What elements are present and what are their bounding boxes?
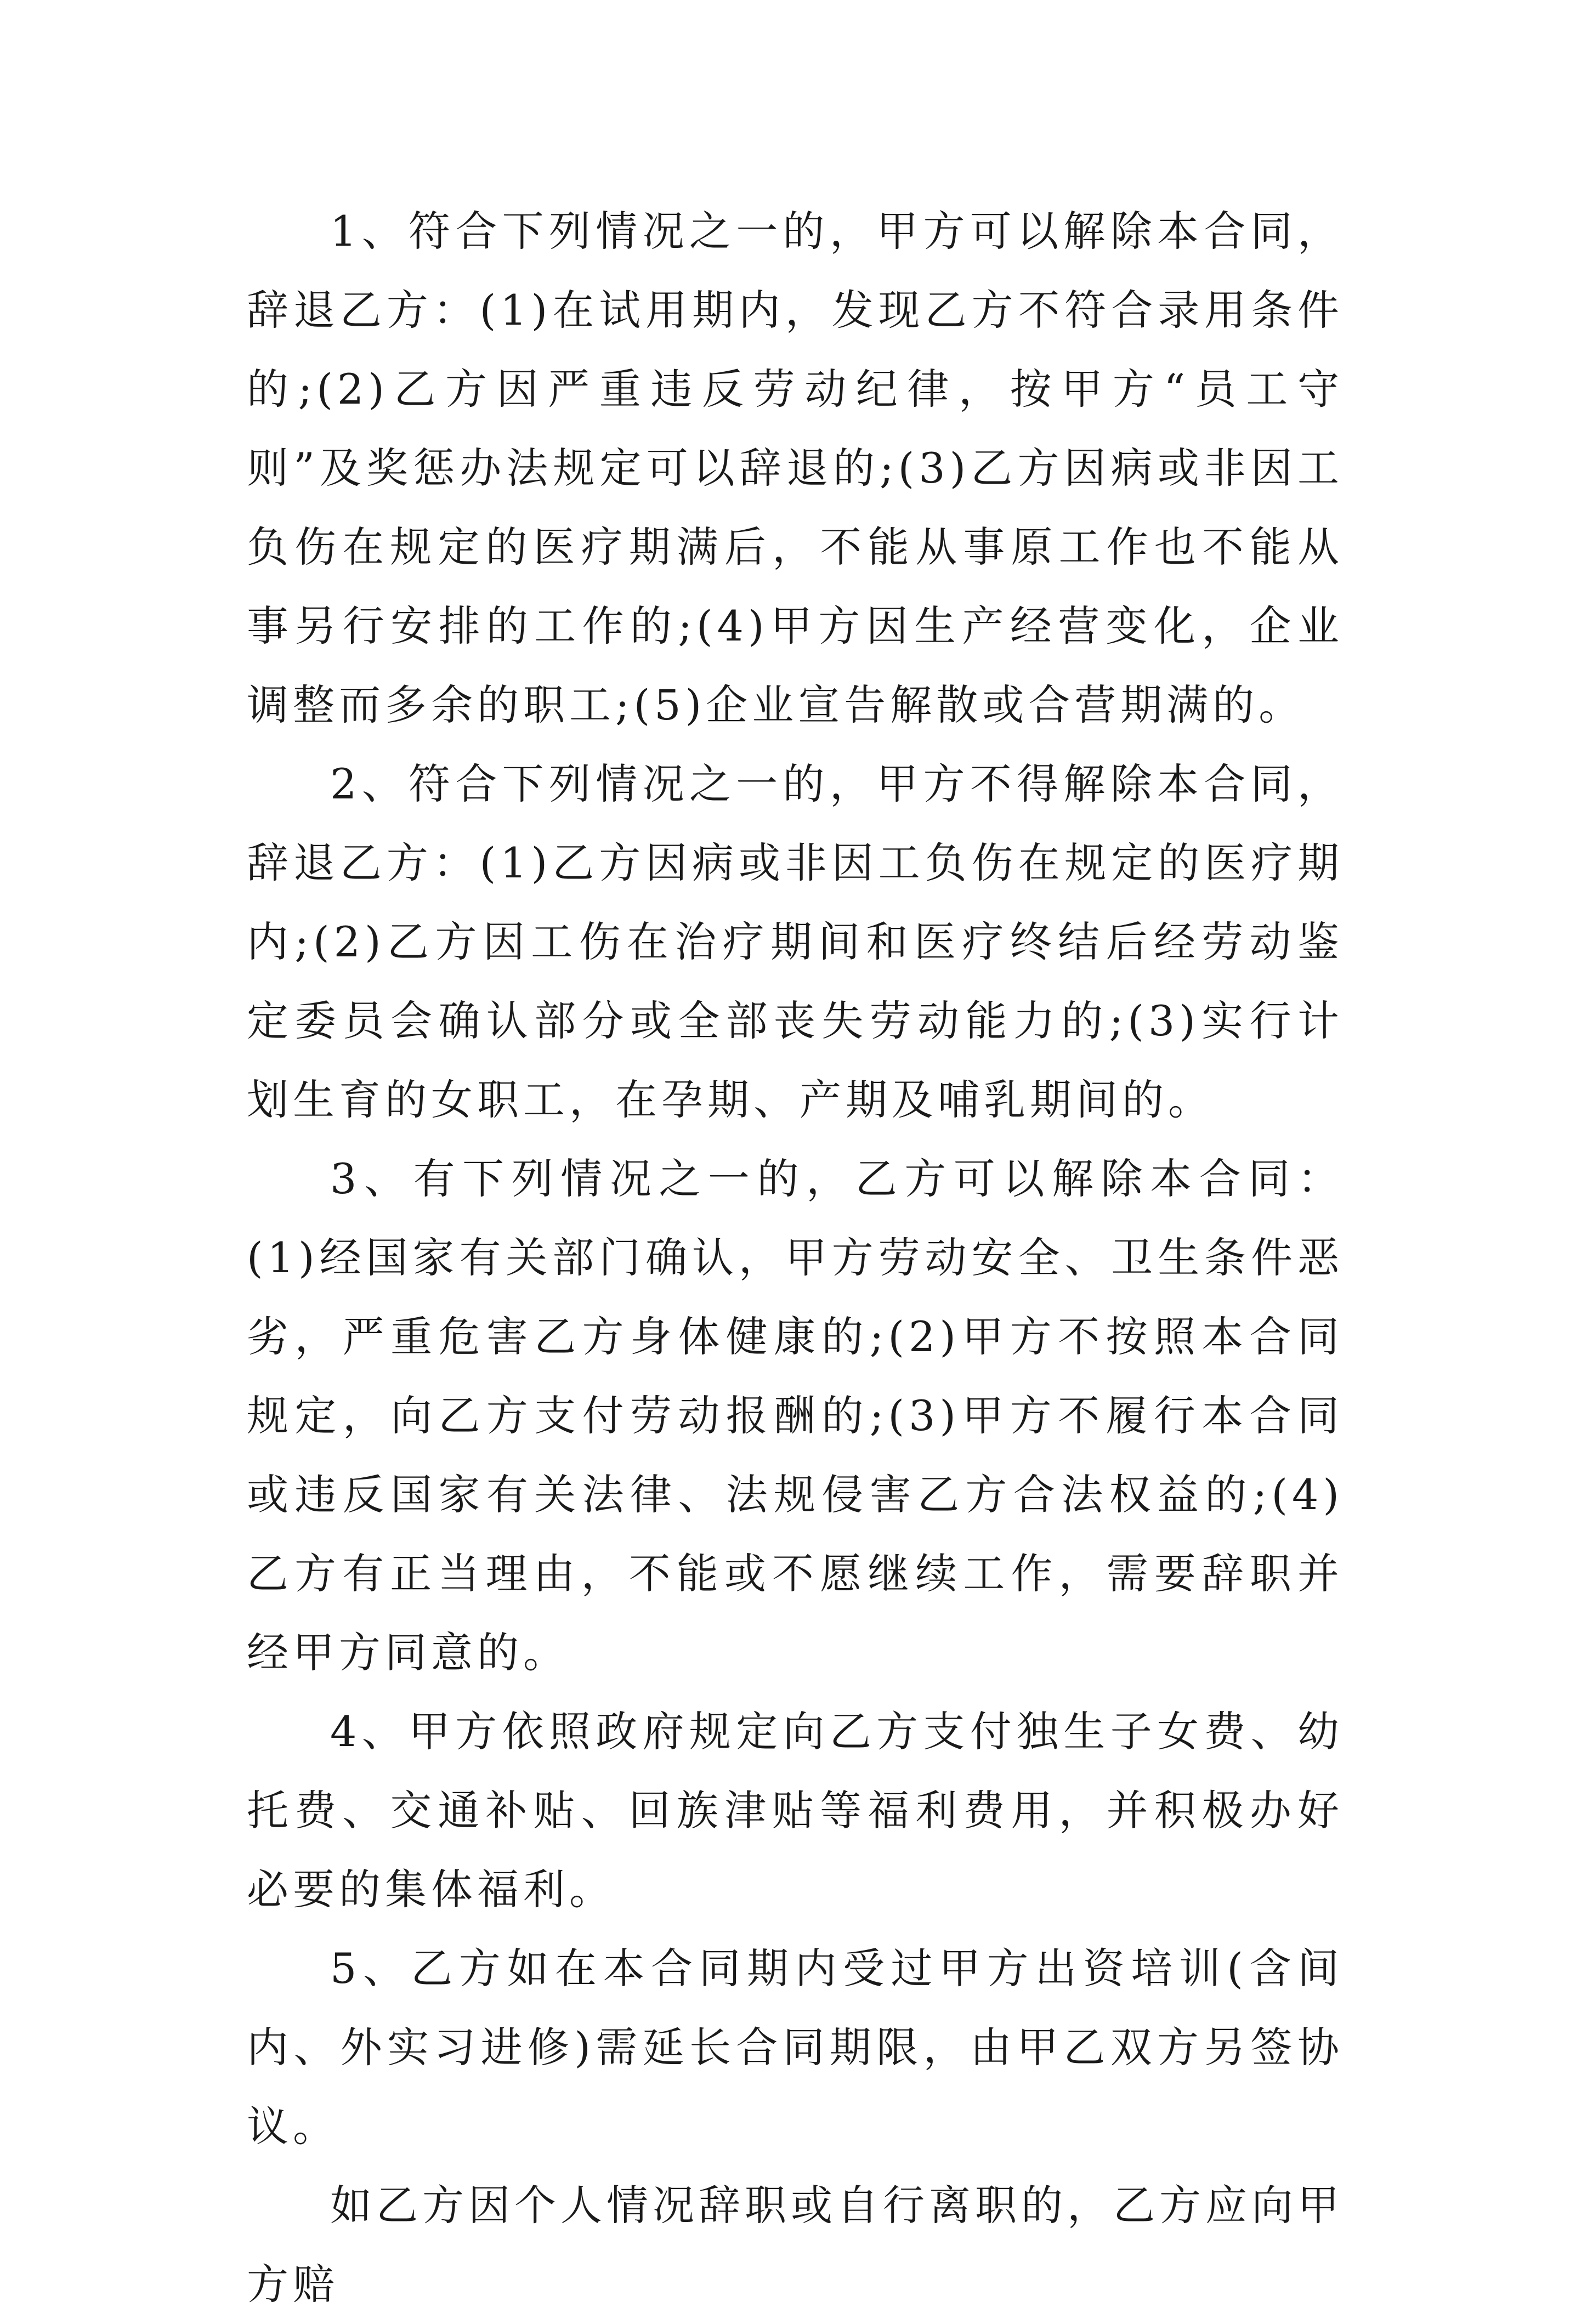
paragraph-1: 1、符合下列情况之一的，甲方可以解除本合同，辞退乙方：(1)在试用期内，发现乙方不符合录用条件的;(2)乙方因严重违反劳动纪律，按甲方“员工守则”及奖惩办法规定可以辞退的;(3)乙方因病或非因工负伤在规定的医疗期满后，不能从事原工作也不能从事另行安排的工作的;(4)甲方因生产经营变化，企业调整而多余的职工;(5)企业宣告解散或合营期满的。 <box>247 207 1344 729</box>
paragraph-2: 2、符合下列情况之一的，甲方不得解除本合同，辞退乙方：(1)乙方因病或非因工负伤在规定的医疗期内;(2)乙方因工伤在治疗期间和医疗终结后经劳动鉴定委员会确认部分或全部丧失劳动能力的;(3)实行计划生育的女职工，在孕期、产期及哺乳期间的。 <box>247 759 1344 1124</box>
paragraph-3: 3、有下列情况之一的，乙方可以解除本合同：(1)经国家有关部门确认，甲方劳动安全、卫生条件恶劣，严重危害乙方身体健康的;(2)甲方不按照本合同规定，向乙方支付劳动报酬的;(3)甲方不履行本合同或违反国家有关法律、法规侵害乙方合法权益的;(4)乙方有正当理由，不能或不愿继续工作，需要辞职并经甲方同意的。 <box>247 1154 1344 1677</box>
paragraph-6: 如乙方因个人情况辞职或自行离职的，乙方应向甲方赔 <box>247 2181 1344 2309</box>
paragraph-5: 5、乙方如在本合同期内受过甲方出资培训(含间内、外实习进修)需延长合同期限，由甲乙双方另签协议。 <box>247 1944 1344 2151</box>
document-body <box>247 192 1344 2324</box>
paragraph-4: 4、甲方依照政府规定向乙方支付独生子女费、幼托费、交通补贴、回族津贴等福利费用，并积极办好必要的集体福利。 <box>247 1707 1344 1914</box>
